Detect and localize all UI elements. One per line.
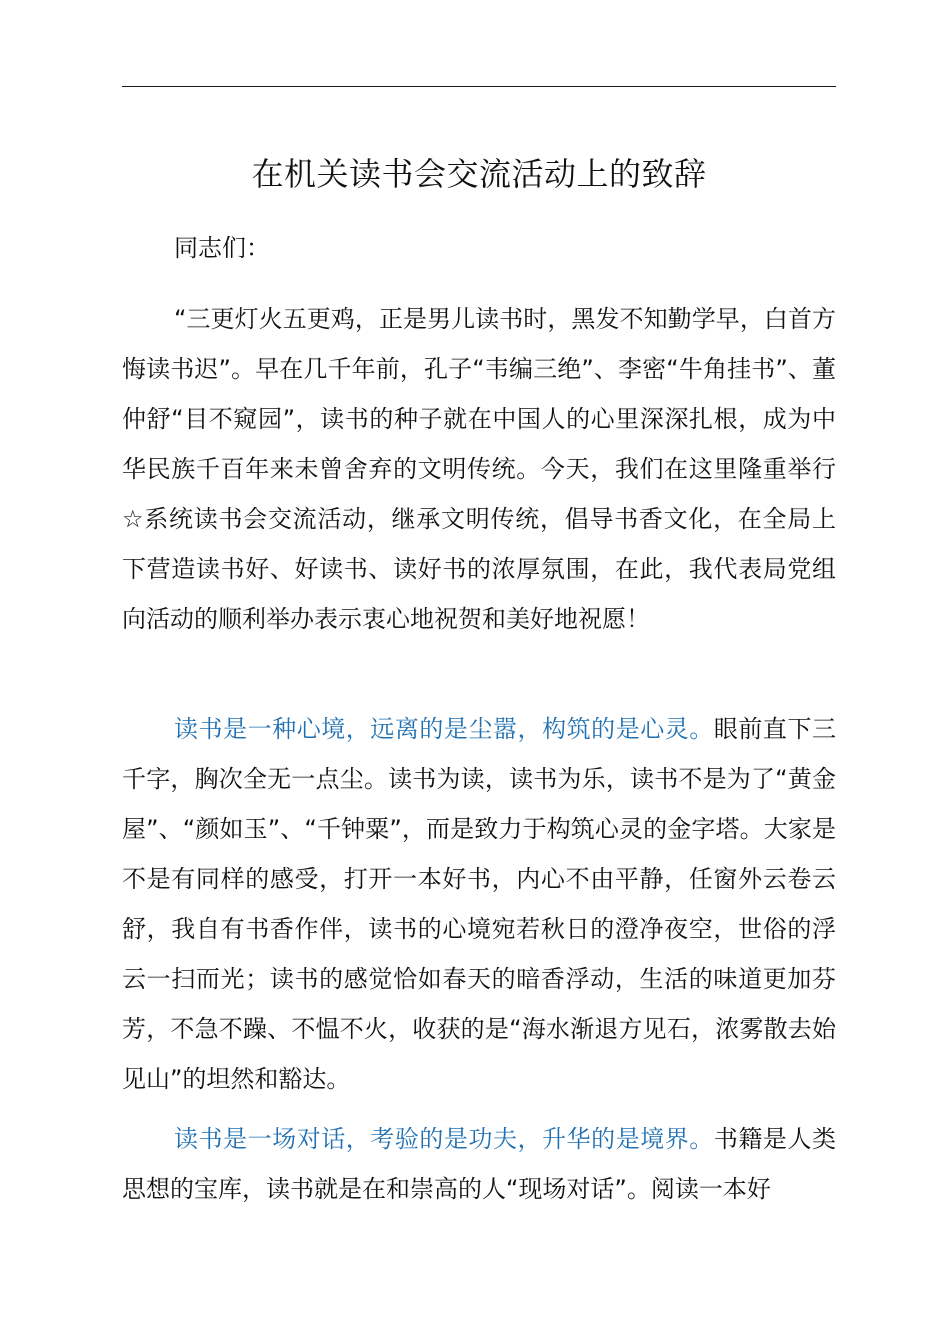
paragraph-3-body: 书籍是人类思想的宝库，读书就是在和崇高的人“现场对话”。阅读一本好 (122, 1125, 837, 1203)
paragraph-3 (122, 1114, 836, 1214)
paragraph-1 (122, 294, 836, 644)
header-rule (122, 86, 836, 87)
paragraph-2-body: 眼前直下三千字，胸次全无一点尘。读书为读，读书为乐，读书不是为了“黄金屋”、“颜如玉”、“千钟粟”，而是致力于构筑心灵的金字塔。大家是不是有同样的感受，打开一本好书，内心不由平静，任窗外云卷云舒，我自有书香作伴，读书的心境宛若秋日的澄净夜空，世俗的浮云一扫而光；读书的感觉恰如春天的暗香浮动，生活的味道更加芬芳，不急不躁、不愠不火，收获的是“海水渐退方见石，浓雾散去始见山”的坦然和豁达。 (122, 715, 837, 1093)
paragraph-3-lead: 读书是一场对话，考验的是功夫，升华的是境界。 (174, 1125, 714, 1153)
paragraph-2 (122, 704, 836, 1104)
paragraph-2-lead: 读书是一种心境，远离的是尘嚣，构筑的是心灵。 (174, 715, 714, 743)
document-title: 在机关读书会交流活动上的致辞 (251, 155, 707, 193)
paragraph-1-body: “三更灯火五更鸡，正是男儿读书时，黑发不知勤学早，白首方悔读书迟”。早在几千年前，孔子“韦编三绝”、李密“牛角挂书”、董仲舒“目不窥园”，读书的种子就在中国人的心里深深扎根，成为中华民族千百年来未曾舍弃的文明传统。今天，我们在这里隆重举行☆系统读书会交流活动，继承文明传统，倡导书香文化，在全局上下营造读书好、好读书、读好书的浓厚氛围，在此，我代表局党组向活动的顺利举办表示衷心地祝贺和美好地祝愿！ (122, 305, 836, 633)
salutation: 同志们： (174, 234, 270, 262)
